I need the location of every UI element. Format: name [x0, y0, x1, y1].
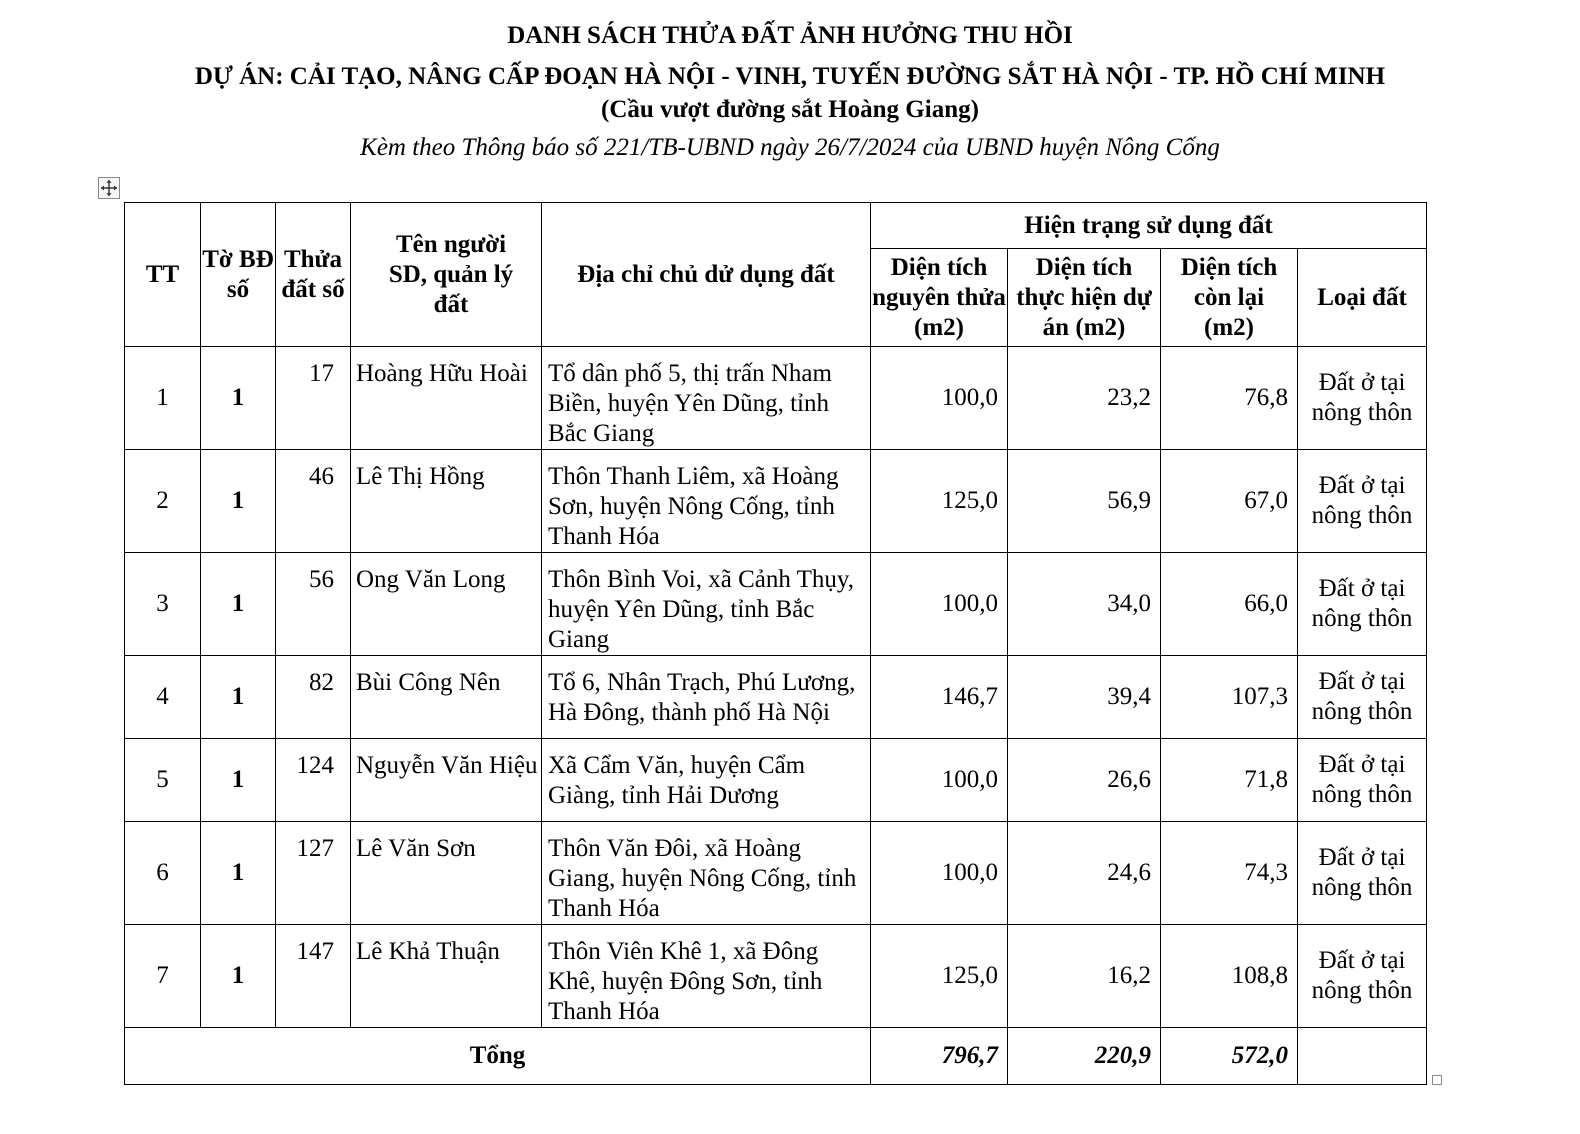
- cell-project-area: 16,2: [1008, 925, 1161, 1028]
- header-project-area: Diện tích thực hiện dự án (m2): [1008, 249, 1161, 347]
- cell-remaining-area: 107,3: [1161, 656, 1298, 739]
- cell-land-type: Đất ở tại nông thôn: [1298, 347, 1427, 450]
- header-remaining-area: Diện tích còn lại (m2): [1161, 249, 1298, 347]
- total-original-area: 796,7: [871, 1028, 1008, 1085]
- cell-remaining-area: 108,8: [1161, 925, 1298, 1028]
- total-land-type-empty: [1298, 1028, 1427, 1085]
- cell-owner-name: Lê Thị Hồng: [351, 450, 542, 553]
- cell-owner-address: Tổ 6, Nhân Trạch, Phú Lương, Hà Đông, thành phố Hà Nội: [542, 656, 871, 739]
- table-resize-handle-icon[interactable]: [1432, 1075, 1442, 1085]
- header-parcel-number: Thửa đất số: [276, 203, 351, 347]
- cell-owner-address: Thôn Viên Khê 1, xã Đông Khê, huyện Đông Sơn, tỉnh Thanh Hóa: [542, 925, 871, 1028]
- cell-parcel-number: 82: [276, 656, 351, 739]
- cell-original-area: 100,0: [871, 553, 1008, 656]
- cell-parcel-number: 124: [276, 739, 351, 822]
- cell-parcel-number: 127: [276, 822, 351, 925]
- cell-row-number: 1: [125, 347, 201, 450]
- cell-original-area: 146,7: [871, 656, 1008, 739]
- header-owner-address: Địa chỉ chủ dử dụng đất: [542, 203, 871, 347]
- cell-row-number: 7: [125, 925, 201, 1028]
- cell-remaining-area: 71,8: [1161, 739, 1298, 822]
- cell-map-sheet: 1: [201, 925, 276, 1028]
- header-owner-name: Tên người SD, quản lý đất: [351, 203, 542, 347]
- cell-remaining-area: 74,3: [1161, 822, 1298, 925]
- total-project-area: 220,9: [1008, 1028, 1161, 1085]
- cell-row-number: 4: [125, 656, 201, 739]
- total-label: Tổng: [125, 1028, 871, 1085]
- cell-original-area: 125,0: [871, 925, 1008, 1028]
- cell-land-type: Đất ở tại nông thôn: [1298, 925, 1427, 1028]
- table-row: [125, 822, 1427, 925]
- cell-owner-address: Thôn Văn Đôi, xã Hoàng Giang, huyện Nông Cống, tỉnh Thanh Hóa: [542, 822, 871, 925]
- cell-owner-address: Tổ dân phố 5, thị trấn Nham Biền, huyện Yên Dũng, tỉnh Bắc Giang: [542, 347, 871, 450]
- cell-original-area: 100,0: [871, 347, 1008, 450]
- cell-map-sheet: 1: [201, 739, 276, 822]
- cell-land-type: Đất ở tại nông thôn: [1298, 822, 1427, 925]
- project-title: DỰ ÁN: CẢI TẠO, NÂNG CẤP ĐOẠN HÀ NỘI - VINH, TUYẾN ĐƯỜNG SẮT HÀ NỘI - TP. HỒ CHÍ MINH: [194, 63, 1386, 90]
- cell-project-area: 24,6: [1008, 822, 1161, 925]
- cell-row-number: 2: [125, 450, 201, 553]
- table-row: [125, 925, 1427, 1028]
- cell-map-sheet: 1: [201, 656, 276, 739]
- cell-project-area: 34,0: [1008, 553, 1161, 656]
- cell-owner-address: Thôn Bình Voi, xã Cảnh Thụy, huyện Yên Dũng, tỉnh Bắc Giang: [542, 553, 871, 656]
- cell-row-number: 3: [125, 553, 201, 656]
- total-remaining-area: 572,0: [1161, 1028, 1298, 1085]
- document-title: DANH SÁCH THỬA ĐẤT ẢNH HƯỞNG THU HỒI: [507, 22, 1073, 49]
- cell-remaining-area: 66,0: [1161, 553, 1298, 656]
- land-parcel-table: [124, 202, 1427, 1085]
- cell-parcel-number: 46: [276, 450, 351, 553]
- cell-map-sheet: 1: [201, 450, 276, 553]
- cell-original-area: 100,0: [871, 822, 1008, 925]
- cell-owner-name: Hoàng Hữu Hoài: [351, 347, 542, 450]
- cell-owner-name: Ong Văn Long: [351, 553, 542, 656]
- cell-map-sheet: 1: [201, 347, 276, 450]
- cell-project-area: 23,2: [1008, 347, 1161, 450]
- cell-row-number: 6: [125, 822, 201, 925]
- header-original-area: Diện tích nguyên thửa (m2): [871, 249, 1008, 347]
- total-row: [125, 1028, 1427, 1085]
- cell-owner-address: Xã Cẩm Văn, huyện Cẩm Giàng, tỉnh Hải Dương: [542, 739, 871, 822]
- cell-map-sheet: 1: [201, 553, 276, 656]
- cell-row-number: 5: [125, 739, 201, 822]
- table-row: [125, 656, 1427, 739]
- table-row: [125, 739, 1427, 822]
- table-row: [125, 553, 1427, 656]
- cell-owner-name: Lê Văn Sơn: [351, 822, 542, 925]
- cell-land-type: Đất ở tại nông thôn: [1298, 450, 1427, 553]
- cell-owner-name: Nguyễn Văn Hiệu: [351, 739, 542, 822]
- cell-parcel-number: 147: [276, 925, 351, 1028]
- cell-remaining-area: 67,0: [1161, 450, 1298, 553]
- cell-remaining-area: 76,8: [1161, 347, 1298, 450]
- table-row: [125, 347, 1427, 450]
- cell-land-type: Đất ở tại nông thôn: [1298, 553, 1427, 656]
- cell-land-type: Đất ở tại nông thôn: [1298, 739, 1427, 822]
- cell-land-type: Đất ở tại nông thôn: [1298, 656, 1427, 739]
- cell-parcel-number: 17: [276, 347, 351, 450]
- cell-original-area: 100,0: [871, 739, 1008, 822]
- cell-owner-name: Lê Khả Thuận: [351, 925, 542, 1028]
- cell-owner-name: Bùi Công Nên: [351, 656, 542, 739]
- cell-map-sheet: 1: [201, 822, 276, 925]
- cell-project-area: 26,6: [1008, 739, 1161, 822]
- cell-project-area: 56,9: [1008, 450, 1161, 553]
- header-land-type: Loại đất: [1298, 249, 1427, 347]
- header-land-use-status: Hiện trạng sử dụng đất: [871, 203, 1427, 249]
- header-tt: TT: [125, 203, 201, 347]
- cell-project-area: 39,4: [1008, 656, 1161, 739]
- notice-reference: Kèm theo Thông báo số 221/TB-UBND ngày 26/7/2024 của UBND huyện Nông Cống: [360, 134, 1220, 161]
- table-move-handle-icon[interactable]: [98, 177, 120, 199]
- cell-owner-address: Thôn Thanh Liêm, xã Hoàng Sơn, huyện Nông Cống, tỉnh Thanh Hóa: [542, 450, 871, 553]
- table-row: [125, 450, 1427, 553]
- header-map-sheet: Tờ BĐ số: [201, 203, 276, 347]
- project-subtitle: (Cầu vượt đường sắt Hoàng Giang): [601, 96, 979, 123]
- cell-original-area: 125,0: [871, 450, 1008, 553]
- cell-parcel-number: 56: [276, 553, 351, 656]
